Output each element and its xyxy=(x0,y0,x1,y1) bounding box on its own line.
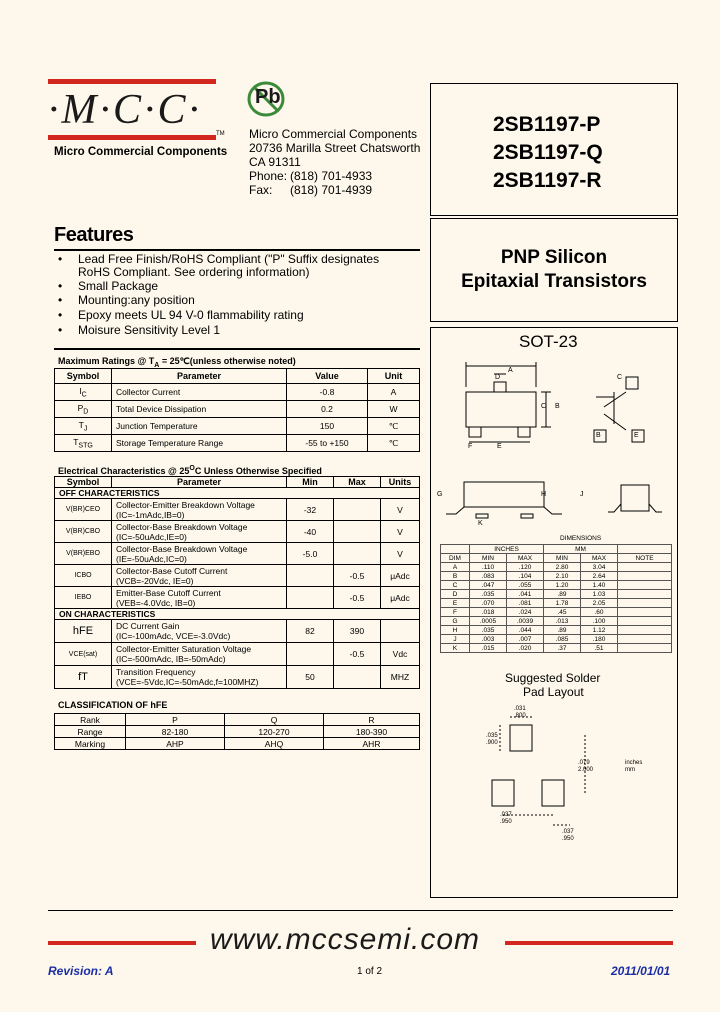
table-row: H .035 .044 .89 1.12 xyxy=(441,626,672,635)
elec-char-table xyxy=(54,476,420,689)
table-row: V(BR)CBO Collector-Base Breakdown Voltage (IC=-50uAdc,IE=0) -40 V xyxy=(55,521,420,543)
dim-label: H xyxy=(541,491,547,498)
package-outline-drawing xyxy=(436,352,672,532)
col-header: Parameter xyxy=(112,477,287,488)
table-row: V(BR)EBO Collector-Base Breakdown Voltage (IE=-50uAdc,IC=0) -5.0 V xyxy=(55,543,420,565)
table-row: F .018 .024 .45 .60 xyxy=(441,608,672,617)
page-number: 1 of 2 xyxy=(357,966,383,977)
col-header: Symbol xyxy=(55,477,112,488)
table-row: Marking AHP AHQ AHR xyxy=(55,738,420,750)
section-divider xyxy=(54,348,420,350)
col-header: Symbol xyxy=(55,369,112,384)
dim-label: F xyxy=(468,443,473,450)
solder-title-1: Suggested Solder xyxy=(505,671,601,685)
features-underline xyxy=(54,249,420,251)
logo-bottom-bar xyxy=(48,135,216,140)
address-fax: Fax: (818) 701-4939 xyxy=(249,183,373,197)
solder-dim: .079 2.000 xyxy=(578,760,594,773)
address-street: 20736 Marilla Street Chatsworth xyxy=(249,141,421,155)
address-phone: Phone: (818) 701-4933 xyxy=(249,169,373,183)
dimensions-table: INCHES MM DIM MIN MAX MIN MAX NOTE A .110 .120 2.80 3.04 B .083 .104 2.10 2.64 C .047 .055 1.20 1.40 D .035 .041 .89 1.03 E .070 .081 1.78 2.05 F .018 .024 .45 .60 G .0005 .0039 .013 .100 H .035 .044 .89 1.12 J .003 .007 .085 .180 K .015 .020 .37 .51 xyxy=(440,544,672,653)
revision-date: 2011/01/01 xyxy=(611,964,671,978)
description-box xyxy=(430,218,678,322)
table-row: $T_{STG}$ Storage Temperature Range -55 to +150 ℃ xyxy=(55,435,420,452)
dim-label: B xyxy=(555,403,560,410)
classification-table: Rank P Q R Range 82-180 120-270 180-390 Marking AHP AHQ AHR xyxy=(54,713,420,750)
table-row: IEBO Emitter-Base Cutoff Current (VEB=-4.0Vdc, IB=0) -0.5 μAdc xyxy=(55,587,420,609)
table-row: VCE(sat) Collector-Emitter Saturation Voltage (IC=-500mAdc, IB=-50mAdc) -0.5 Vdc xyxy=(55,643,420,666)
solder-dim: .037 .950 xyxy=(562,829,574,842)
company-address xyxy=(249,127,420,197)
dim-label: J xyxy=(580,491,584,498)
max-ratings-table xyxy=(54,368,420,452)
solder-units: inches mm xyxy=(625,760,643,773)
dim-label: A xyxy=(508,367,513,374)
table-row: K .015 .020 .37 .51 xyxy=(441,644,672,653)
solder-dim: .035 .900 xyxy=(486,733,498,746)
table-row: A .110 .120 2.80 3.04 xyxy=(441,563,672,572)
table-row: $P_D$ Total Device Dissipation 0.2 W xyxy=(55,401,420,418)
max-ratings-title: Maximum Ratings @ $T_A$ = 25℃(unless otherwise noted) xyxy=(58,356,296,369)
description-line-2: Epitaxial Transistors xyxy=(461,271,647,292)
col-header: Value xyxy=(287,369,368,384)
table-row: V(BR)CEO Collector-Emitter Breakdown Voltage (IC=-1mAdc,IB=0) -32 V xyxy=(55,499,420,521)
trademark: TM xyxy=(216,131,225,137)
part-number: 2SB1197-Q xyxy=(493,141,603,164)
col-header: Min xyxy=(287,477,334,488)
revision: Revision: A xyxy=(48,964,114,978)
on-title: ON CHARACTERISTICS xyxy=(55,609,420,620)
footer-left-bar xyxy=(48,941,196,945)
table-row: $T_J$ Junction Temperature 150 ℃ xyxy=(55,418,420,435)
table-row: D .035 .041 .89 1.03 xyxy=(441,590,672,599)
table-row: fT Transition Frequency (VCE=-5Vdc,IC=-50mAdc,f=100MHZ) 50 MHZ xyxy=(55,666,420,689)
off-title: OFF CHARACTERISTICS xyxy=(55,488,420,499)
part-number: 2SB1197-R xyxy=(493,169,602,192)
solder-title-2: Pad Layout xyxy=(523,685,584,699)
table-row: ICBO Collector-Base Cutoff Current (VCB=-20Vdc, IE=0) -0.5 μAdc xyxy=(55,565,420,587)
dimensions-title: DIMENSIONS xyxy=(560,535,602,542)
pin-label: C xyxy=(617,374,623,381)
table-row: J .003 .007 .085 .180 xyxy=(441,635,672,644)
features-title: Features xyxy=(54,224,134,246)
col-header: Unit xyxy=(368,369,420,384)
elec-title: Electrical Characteristics @ $25^OC$ Unless Otherwise Specified xyxy=(58,465,322,476)
footer-right-bar xyxy=(505,941,673,945)
pin-label: E xyxy=(634,432,639,439)
pb-free-icon xyxy=(246,80,286,118)
logo-top-bar xyxy=(48,79,216,84)
dim-label: D xyxy=(495,374,501,381)
classification-title: CLASSIFICATION OF hFE xyxy=(58,700,168,710)
solder-dim: .031 .800 xyxy=(514,706,526,719)
brand-name: Micro Commercial Components xyxy=(54,146,228,158)
solder-dim: .037 .950 xyxy=(500,812,512,825)
table-row: hFE DC Current Gain (IC=-100mAdc, VCE=-3.0Vdc) 82 390 xyxy=(55,620,420,643)
table-row: G .0005 .0039 .013 .100 xyxy=(441,617,672,626)
pin-label: B xyxy=(596,432,601,439)
footer-website-link[interactable]: www.mccsemi.com xyxy=(210,923,481,956)
description-line-1: PNP Silicon xyxy=(500,247,608,268)
part-number: 2SB1197-P xyxy=(493,113,601,136)
col-header: Units xyxy=(381,477,420,488)
table-row: C .047 .055 1.20 1.40 xyxy=(441,581,672,590)
dim-label: C xyxy=(541,403,547,410)
address-city: CA 91311 xyxy=(249,155,301,169)
table-row: $I_C$ Collector Current -0.8 A xyxy=(55,384,420,401)
pb-label: Pb xyxy=(255,86,281,108)
address-company: Micro Commercial Components xyxy=(249,127,418,141)
table-row: E .070 .081 1.78 2.05 xyxy=(441,599,672,608)
dim-label: K xyxy=(478,520,483,527)
table-row: Range 82-180 120-270 180-390 xyxy=(55,726,420,738)
col-header: Parameter xyxy=(112,369,287,384)
dim-label: G xyxy=(437,491,443,498)
footer-divider xyxy=(48,910,673,911)
col-header: Max xyxy=(334,477,381,488)
package-name: SOT-23 xyxy=(519,332,578,351)
logo: ·M·C·C· xyxy=(48,87,203,133)
dim-label: E xyxy=(497,443,502,450)
table-row: B .083 .104 2.10 2.64 xyxy=(441,572,672,581)
